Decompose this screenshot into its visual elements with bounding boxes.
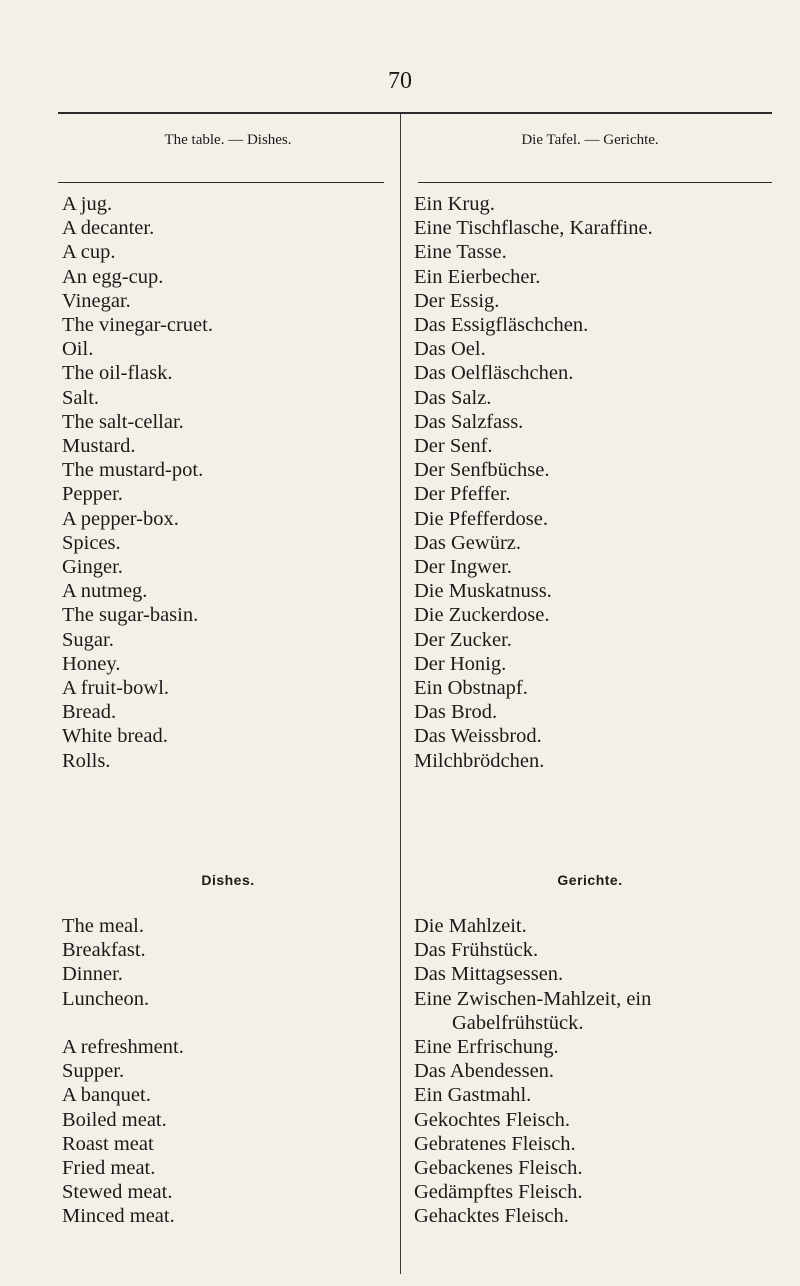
list-item: Gehacktes Fleisch. [414,1205,569,1228]
list-item: Supper. [62,1060,125,1083]
list-item: Honey. [62,652,121,675]
list-item: The salt-cellar. [62,410,184,433]
list-item: The mustard-pot. [62,459,204,482]
list-item: Luncheon. [62,987,150,1010]
section-heading-gerichte: Gerichte. [557,872,623,888]
list-item: Die Zuckerdose. [414,604,550,627]
list-item: Spices. [62,531,121,554]
list-item: Salt. [62,386,100,409]
list-item: Der Essig. [414,289,500,312]
list-item: Gebackenes Fleisch. [414,1157,583,1180]
list-item: Das Abendessen. [414,1060,555,1083]
header-rule-right [418,182,772,183]
section-heading-dishes: Dishes. [201,872,255,888]
list-item: Milchbrödchen. [414,749,545,772]
column-divider [400,114,401,1274]
list-item: White bread. [62,725,168,748]
list-item: Der Pfeffer. [414,483,511,506]
list-item: A decanter. [62,217,155,240]
section1-german-column [414,192,794,773]
list-item: Bread. [62,701,117,724]
list-item-continuation: Gabelfrühstück. [452,1011,584,1034]
list-item: Der Zucker. [414,628,512,651]
list-item: Rolls. [62,749,111,772]
list-item: Pepper. [62,483,123,506]
list-item: A pepper-box. [62,507,179,530]
list-item: Das Salzfass. [414,410,524,433]
list-item: Ein Krug. [414,193,495,215]
list-item: Ein Obstnapf. [414,677,528,700]
list-item: A nutmeg. [62,580,148,603]
list-item: Das Salz. [414,386,492,409]
header-rule-left [58,182,384,183]
list-item: Der Senf. [414,435,493,458]
list-item: Die Muskatnuss. [414,580,552,603]
list-item: A refreshment. [62,1036,184,1059]
list-item: Das Mittagsessen. [414,963,564,986]
list-item: A jug. [62,193,113,215]
list-item: Das Gewürz. [414,531,522,554]
list-item: Der Honig. [414,652,507,675]
list-item: Minced meat. [62,1205,175,1228]
list-item: Das Frühstück. [414,939,539,962]
list-item: The sugar-basin. [62,604,199,627]
list-item: Sugar. [62,628,114,651]
column-heading-german: Die Tafel. — Gerichte. [521,132,659,148]
list-item-spacer [62,1011,392,1035]
list-item: Fried meat. [62,1157,156,1180]
list-item: Das Weissbrod. [414,725,542,748]
list-item: Eine Zwischen-Mahlzeit, ein [414,987,652,1010]
list-item: Vinegar. [62,289,131,312]
list-item: Der Ingwer. [414,556,512,579]
list-item: Boiled meat. [62,1108,167,1131]
list-item: The oil-flask. [62,362,173,385]
list-item: Breakfast. [62,939,146,962]
list-item: Gekochtes Fleisch. [414,1108,570,1131]
list-item: Dinner. [62,963,123,986]
list-item: Ein Gastmahl. [414,1084,532,1107]
section2-english-column [62,914,392,1229]
list-item: A banquet. [62,1084,151,1107]
section1-english-column [62,192,392,773]
list-item: Das Essigfläschchen. [414,314,589,337]
list-item: Das Oelfläschchen. [414,362,574,385]
list-item: A fruit-bowl. [62,677,170,700]
list-item: Das Brod. [414,701,498,724]
section2-german-column [414,914,794,1229]
list-item: Ein Eierbecher. [414,265,541,288]
list-item: A cup. [62,241,116,264]
list-item: Mustard. [62,435,136,458]
list-item: Das Oel. [414,338,486,361]
list-item: Eine Tischflasche, Karaffine. [414,217,653,240]
list-item: The meal. [62,915,144,937]
column-heading-english: The table. — Dishes. [164,132,292,148]
list-item: Gedämpftes Fleisch. [414,1181,583,1204]
list-item: Roast meat [62,1132,154,1155]
list-item: Stewed meat. [62,1181,173,1204]
list-item: An egg-cup. [62,265,164,288]
list-item: Die Mahlzeit. [414,915,527,937]
list-item: Eine Tasse. [414,241,507,264]
list-item: Die Pfefferdose. [414,507,548,530]
list-item: Der Senfbüchse. [414,459,550,482]
list-item: The vinegar-cruet. [62,314,213,337]
list-item: Gebratenes Fleisch. [414,1132,576,1155]
page-number: 70 [388,68,412,94]
list-item: Oil. [62,338,94,361]
list-item: Eine Erfrischung. [414,1036,559,1059]
list-item: Ginger. [62,556,123,579]
top-rule [58,112,772,114]
